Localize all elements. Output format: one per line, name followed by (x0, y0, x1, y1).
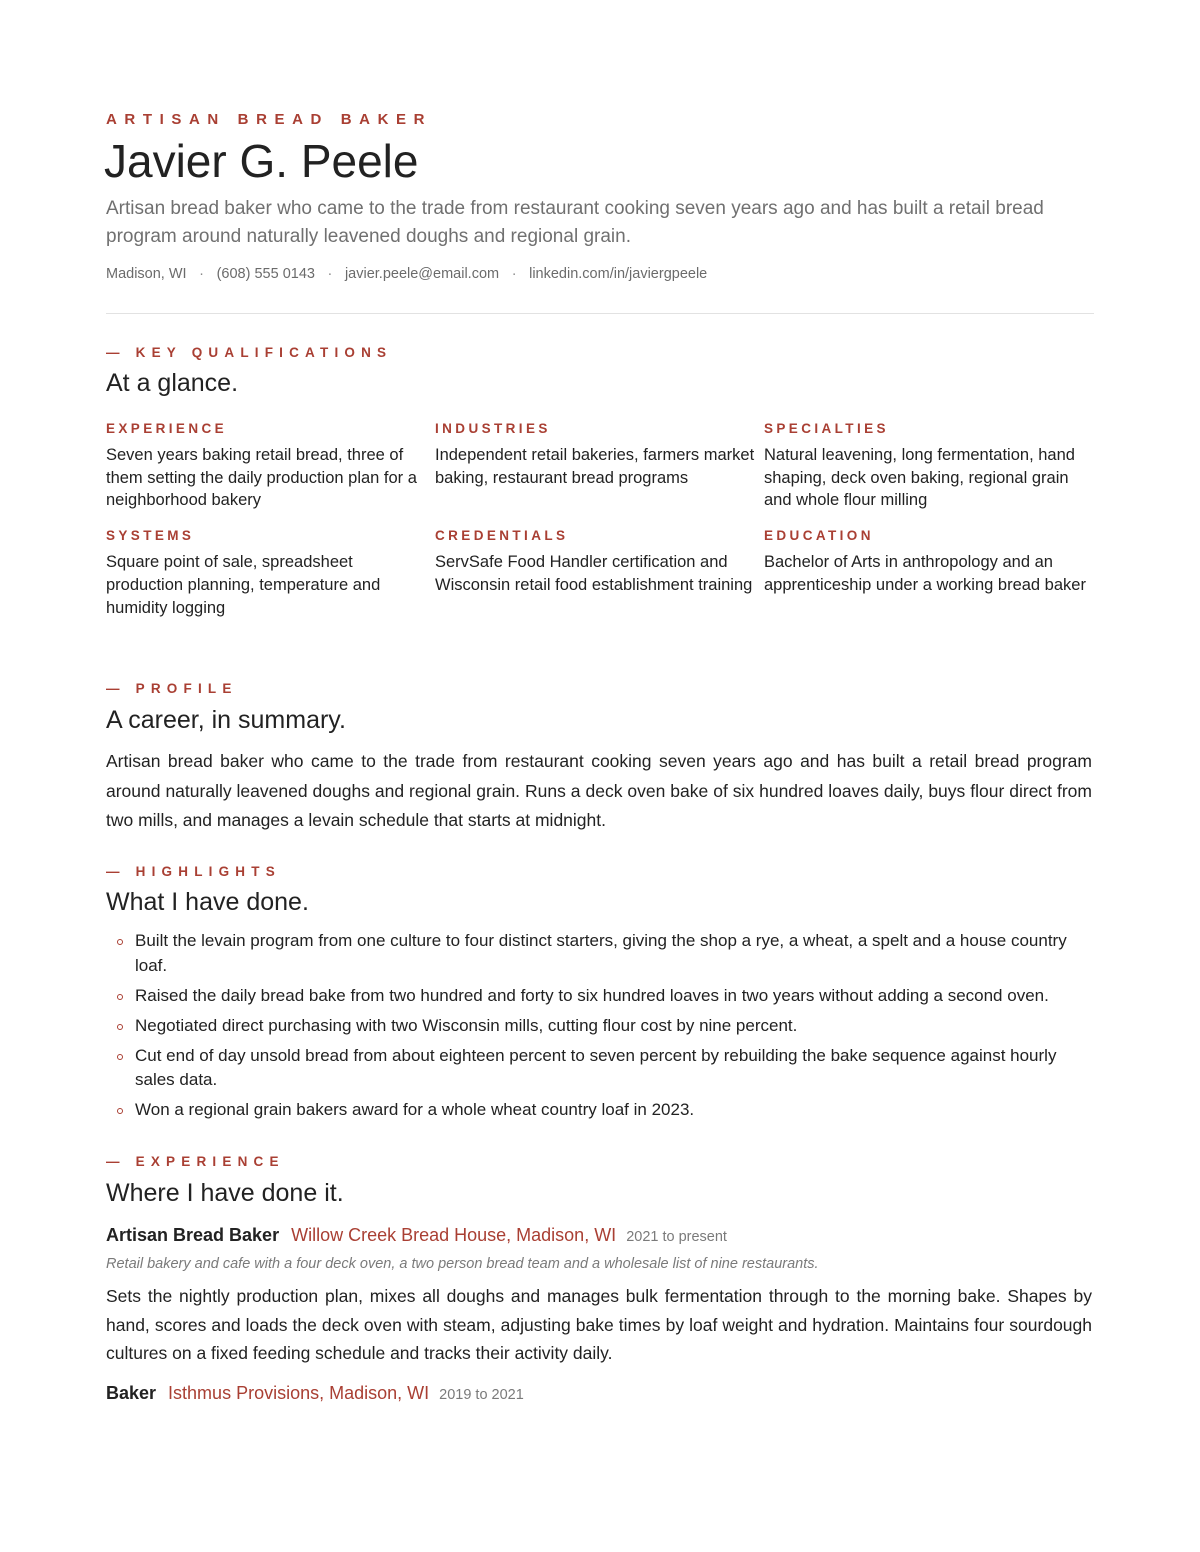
qualification-item (106, 528, 435, 619)
profile-title: A career, in summary. (106, 706, 346, 734)
highlight-text: Negotiated direct purchasing with two Wisconsin mills, cutting flour cost by nine percent. (135, 1015, 798, 1035)
job-title: Baker (106, 1383, 157, 1403)
job-dates: 2021 to present (626, 1229, 727, 1245)
bullet-circle-icon (117, 1024, 123, 1030)
qualification-item (764, 421, 1094, 512)
highlight-item (106, 1044, 1096, 1093)
job-summary: Sets the nightly production plan, mixes all doughs and manages bulk fermentation through to the morning bake. Shapes by hand, scores and loads the deck oven with steam, adjusting bake times by loaf weight and hydration. Maintains four sourdough cultures on a fixed feeding schedule and tracks their activity daily. (106, 1286, 1092, 1364)
profile-kicker: — PROFILE (106, 681, 238, 696)
role-eyebrow: ARTISAN BREAD BAKER (106, 111, 433, 128)
highlight-text: Built the levain program from one culture to four distinct starters, giving the shop a rye, a wheat, a spelt and a house country loaf. (135, 931, 1067, 975)
highlight-text: Cut end of day unsold bread from about eighteen percent to seven percent by rebuilding the bake sequence against hourly sales data. (135, 1045, 1057, 1089)
qualifications-title: At a glance. (106, 369, 239, 397)
header-divider (106, 313, 1094, 314)
contact-separator: · (327, 266, 333, 282)
job-heading (106, 1223, 727, 1249)
contact-location: Madison, WI (106, 266, 187, 282)
qualification-item (764, 528, 1094, 619)
highlights-title: What I have done. (106, 888, 309, 916)
profile-summary: Artisan bread baker who came to the trade from restaurant cooking seven years ago and has built a retail bread program around naturally leavened doughs and regional grain. Runs a deck oven bake of six hundred loaves daily, buys flour direct from two mills, and manages a levain schedule that starts at midnight. (106, 751, 1092, 830)
bullet-circle-icon (117, 1108, 123, 1114)
highlight-item (106, 984, 1096, 1009)
highlight-item (106, 1098, 1096, 1123)
highlights-kicker: — HIGHLIGHTS (106, 864, 281, 879)
qualification-label: EDUCATION (764, 528, 874, 544)
qualification-text: Bachelor of Arts in anthropology and an apprenticeship under a working bread baker (764, 553, 1086, 594)
qualification-label: SYSTEMS (106, 528, 195, 544)
bullet-circle-icon (117, 1054, 123, 1060)
experience-kicker: — EXPERIENCE (106, 1154, 285, 1169)
qualification-item (106, 421, 435, 512)
qualification-item (435, 421, 764, 512)
contact-linkedin[interactable]: linkedin.com/in/javiergpeele (529, 266, 708, 282)
job-employer-description: Retail bakery and cafe with a four deck oven, a two person bread team and a wholesale list of nine restaurants. (106, 1256, 819, 1272)
highlights-list (106, 929, 1096, 1128)
job-dates: 2019 to 2021 (439, 1387, 524, 1403)
highlight-text: Won a regional grain bakers award for a whole wheat country loaf in 2023. (135, 1100, 695, 1119)
qualification-label: SPECIALTIES (764, 421, 889, 436)
highlight-item (106, 1014, 1096, 1039)
job-heading (106, 1381, 524, 1407)
contact-line (106, 265, 707, 283)
qualification-label: EXPERIENCE (106, 421, 228, 436)
bullet-circle-icon (117, 939, 123, 945)
job-employer: Willow Creek Bread House, Madison, WI (291, 1225, 617, 1245)
qualifications-kicker: — KEY QUALIFICATIONS (106, 345, 393, 360)
qualifications-grid (106, 421, 1096, 619)
highlight-item (106, 929, 1096, 978)
qualification-text: Square point of sale, spreadsheet production planning, temperature and humidity logging (106, 553, 381, 617)
qualification-text: Natural leavening, long fermentation, hand shaping, deck oven baking, regional grain and whole flour milling (764, 446, 1075, 510)
qualification-text: Independent retail bakeries, farmers market baking, restaurant bread programs (435, 446, 755, 487)
job-employer: Isthmus Provisions, Madison, WI (168, 1383, 430, 1403)
header-lede: Artisan bread baker who came to the trade from restaurant cooking seven years ago and has built a retail bread program around naturally leavened doughs and regional grain. (106, 198, 1044, 247)
bullet-circle-icon (117, 994, 123, 1000)
contact-email[interactable]: javier.peele@email.com (344, 266, 500, 282)
qualification-item (435, 528, 764, 619)
qualification-label: CREDENTIALS (435, 528, 569, 544)
contact-separator: · (511, 266, 517, 282)
candidate-name: Javier G. Peele (104, 135, 419, 187)
qualification-label: INDUSTRIES (435, 421, 551, 436)
job-title: Artisan Bread Baker (106, 1225, 280, 1245)
highlight-text: Raised the daily bread bake from two hundred and forty to six hundred loaves in two years without adding a second oven. (135, 985, 1049, 1005)
qualification-text: Seven years baking retail bread, three of them setting the daily production plan for a neighborhood bakery (106, 446, 417, 510)
qualification-text: ServSafe Food Handler certification and Wisconsin retail food establishment training (435, 553, 753, 594)
contact-phone: (608) 555 0143 (216, 266, 315, 282)
experience-title: Where I have done it. (106, 1179, 344, 1207)
contact-separator: · (199, 266, 205, 282)
